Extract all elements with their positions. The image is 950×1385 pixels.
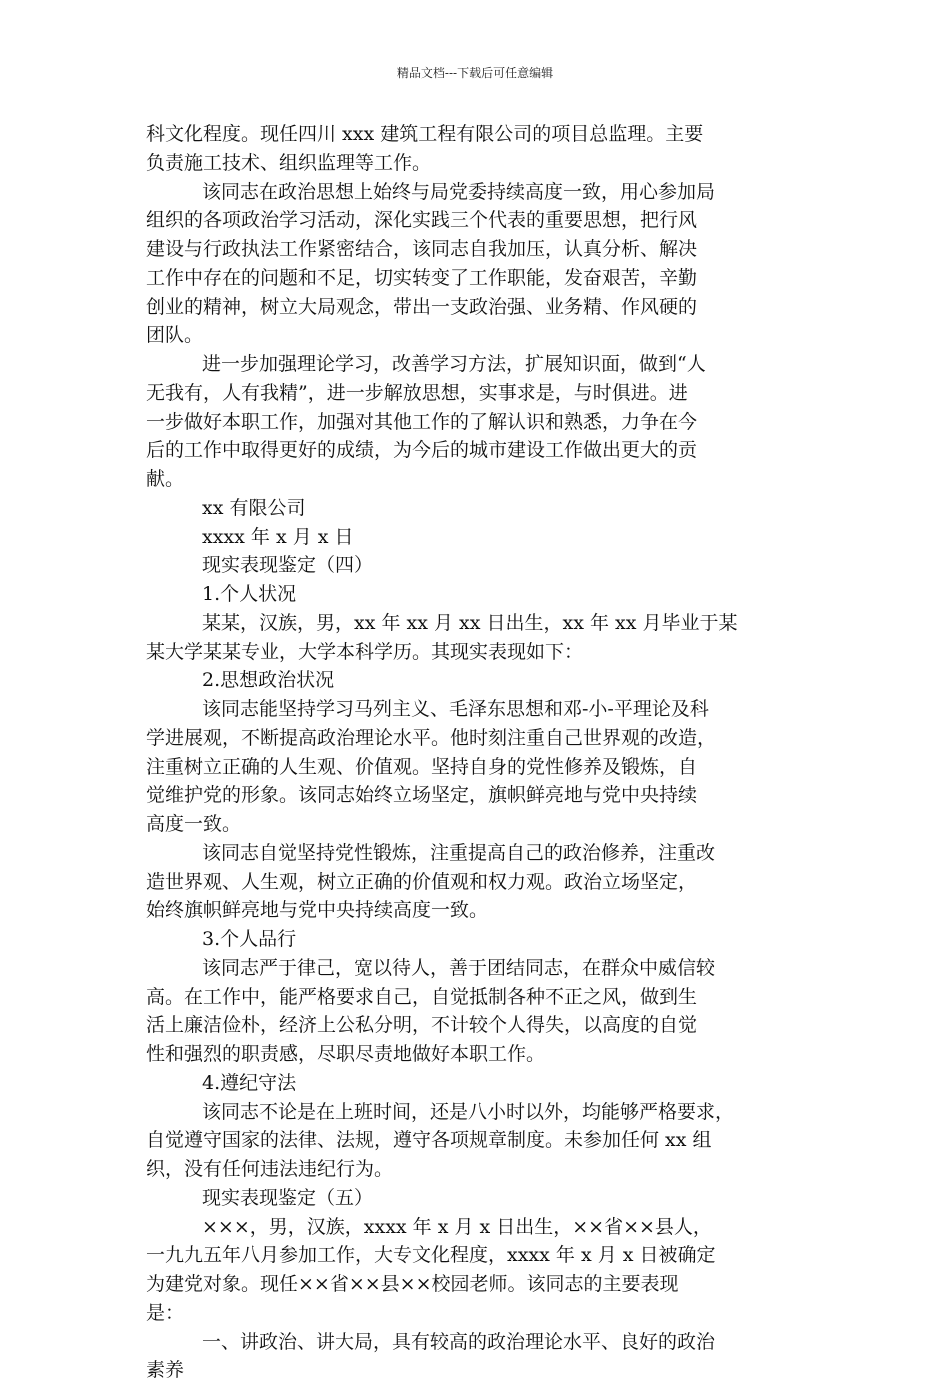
- document-body: [146, 120, 811, 1385]
- text-line: 注重树立正确的人生观、价值观。坚持自身的党性修养及锻炼，自: [146, 755, 698, 778]
- text-line: 为建党对象。现任××省××县××校园老师。该同志的主要表现: [146, 1273, 679, 1295]
- text-line: 该同志在政治思想上始终与局党委持续高度一致，用心参加局: [202, 180, 716, 203]
- text-line: 一步做好本职工作，加强对其他工作的了解认识和熟悉，力争在今: [146, 410, 698, 433]
- text-line: 素养: [146, 1359, 185, 1382]
- subsection-heading: 2.思想政治状况: [202, 669, 335, 692]
- text-line: 高度一致。: [146, 813, 242, 835]
- text-line: 一九九五年八月参加工作，大专文化程度，xxxx 年 x 月 x 日被确定: [146, 1244, 716, 1267]
- text-line: 创业的精神，树立大局观念，带出一支政治强、业务精、作风硬的: [146, 295, 698, 318]
- text-line: 该同志自觉坚持党性锻炼，注重提高自己的政治修养，注重改: [202, 841, 716, 864]
- text-line: 团队。: [146, 324, 204, 347]
- text-line: 组织的各项政治学习活动，深化实践三个代表的重要思想，把行风: [146, 209, 698, 232]
- company-name: xx 有限公司: [202, 496, 306, 519]
- text-line: 织，没有任何违法违纪行为。: [146, 1158, 394, 1180]
- text-line: 建设与行政执法工作紧密结合，该同志自我加压，认真分析、解决: [146, 238, 698, 260]
- text-line: 造世界观、人生观，树立正确的价值观和权力观。政治立场坚定，: [146, 870, 698, 893]
- text-line: 科文化程度。现任四川 xxx 建筑工程有限公司的项目总监理。主要: [146, 123, 704, 145]
- text-line: 自觉遵守国家的法律、法规，遵守各项规章制度。未参加任何 xx 组: [146, 1129, 712, 1152]
- text-line: 献。: [146, 468, 185, 490]
- page-header: 精品文档---下载后可任意编辑: [396, 66, 554, 80]
- text-line: 学进展观，不断提高政治理论水平。他时刻注重自己世界观的改造，: [146, 726, 717, 749]
- text-line: 某某，汉族，男，xx 年 xx 月 xx 日出生，xx 年 xx 月毕业于某: [202, 611, 738, 634]
- subsection-heading: 3.个人品行: [202, 928, 297, 950]
- date-line: xxxx 年 x 月 x 日: [202, 525, 354, 548]
- subsection-heading: 1.个人状况: [202, 583, 297, 605]
- text-line: 高。在工作中，能严格要求自己，自觉抵制各种不正之风，做到生: [146, 985, 698, 1008]
- text-line: 性和强烈的职责感，尽职尽责地做好本职工作。: [146, 1043, 546, 1065]
- text-line: 负责施工技术、组织监理等工作。: [146, 151, 432, 174]
- subsection-heading: 4.遵纪守法: [202, 1071, 297, 1094]
- text-line: 无我有，人有我精”，进一步解放思想，实事求是，与时俱进。进: [146, 381, 688, 404]
- text-line: ×××，男，汉族，xxxx 年 x 月 x 日出生，××省××县人，: [202, 1215, 712, 1238]
- text-line: 该同志不论是在上班时间，还是八小时以外，均能够严格要求，: [202, 1100, 735, 1123]
- text-line: 一、讲政治、讲大局，具有较高的政治理论水平、良好的政治: [202, 1330, 716, 1353]
- text-line: 某大学某某专业，大学本科学历。其现实表现如下：: [146, 640, 584, 663]
- text-line: 工作中存在的问题和不足，切实转变了工作职能，发奋艰苦，辛勤: [146, 266, 698, 289]
- text-line: 该同志能坚持学习马列主义、毛泽东思想和邓-小-平理论及科: [202, 698, 709, 720]
- text-line: 该同志严于律己，宽以待人，善于团结同志，在群众中威信较: [202, 956, 716, 979]
- text-line: 觉维护党的形象。该同志始终立场坚定，旗帜鲜亮地与党中央持续: [146, 784, 698, 807]
- text-line: 后的工作中取得更好的成绩，为今后的城市建设工作做出更大的贡: [146, 439, 698, 462]
- text-line: 是：: [146, 1301, 185, 1324]
- section-title: 现实表现鉴定（五）: [202, 1186, 374, 1209]
- text-line: 活上廉洁俭朴，经济上公私分明，不计较个人得失，以高度的自觉: [146, 1014, 698, 1037]
- section-title: 现实表现鉴定（四）: [202, 554, 374, 577]
- text-line: 进一步加强理论学习，改善学习方法，扩展知识面，做到“人: [202, 353, 706, 375]
- text-line: 始终旗帜鲜亮地与党中央持续高度一致。: [146, 899, 489, 922]
